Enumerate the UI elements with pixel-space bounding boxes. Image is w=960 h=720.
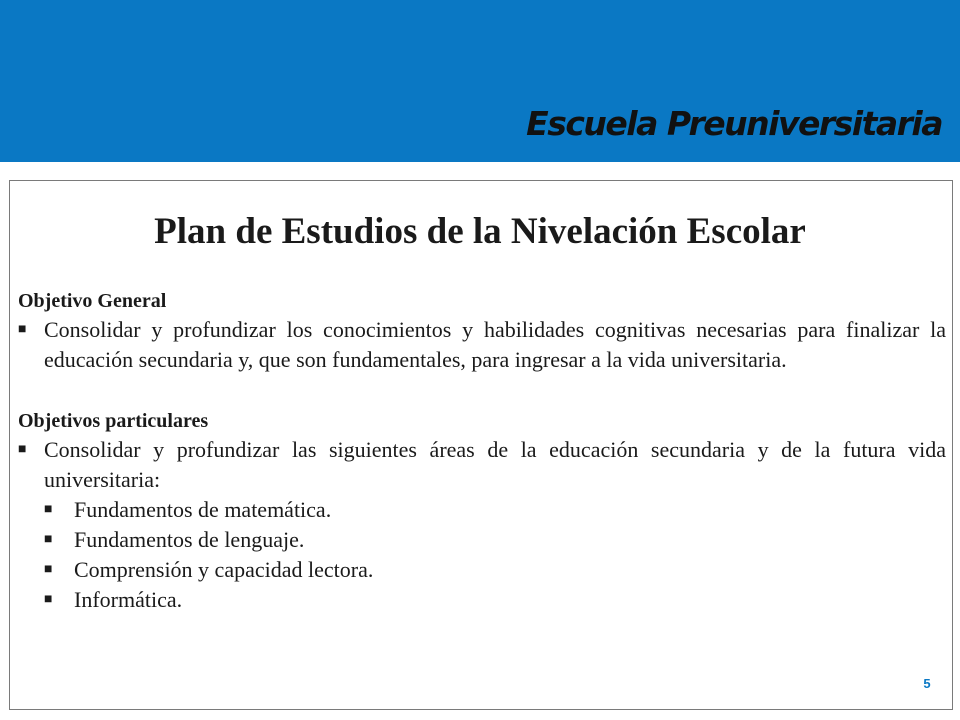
list-item bbox=[44, 585, 946, 615]
area-item-text: Comprensión y capacidad lectora. bbox=[74, 557, 374, 582]
particular-objectives-intro: Consolidar y profundizar las siguientes áreas de la educación secundaria y de la futura vida universitaria: bbox=[44, 437, 946, 492]
square-bullet-icon: ■ bbox=[18, 322, 27, 337]
list-item bbox=[44, 555, 946, 585]
school-name: Escuela Preuniversitaria bbox=[526, 104, 942, 143]
areas-list bbox=[18, 495, 946, 615]
square-bullet-icon: ■ bbox=[18, 442, 27, 457]
square-bullet-icon: ■ bbox=[44, 502, 53, 517]
list-item bbox=[44, 495, 946, 525]
list-item bbox=[44, 525, 946, 555]
particular-objectives-heading: Objetivos particulares bbox=[18, 410, 209, 432]
section-spacer bbox=[18, 375, 946, 405]
general-objective-bullet bbox=[18, 315, 946, 375]
particular-objectives-bullet bbox=[18, 435, 946, 495]
general-objective-text: Consolidar y profundizar los conocimientos y habilidades cognitivas necesarias para finalizar la educación secundaria y, que son fundamentales, para ingresar a la vida universitaria. bbox=[44, 317, 946, 372]
square-bullet-icon: ■ bbox=[44, 592, 53, 607]
square-bullet-icon: ■ bbox=[44, 532, 53, 547]
area-item-text: Fundamentos de lenguaje. bbox=[74, 527, 305, 552]
slide-body bbox=[18, 285, 946, 615]
general-objective-heading: Objetivo General bbox=[18, 290, 167, 312]
page-number: 5 bbox=[923, 676, 931, 691]
header-band bbox=[0, 0, 960, 162]
square-bullet-icon: ■ bbox=[44, 562, 53, 577]
slide-title: Plan de Estudios de la Nivelación Escolar bbox=[154, 211, 806, 252]
area-item-text: Informática. bbox=[74, 587, 183, 612]
area-item-text: Fundamentos de matemática. bbox=[74, 497, 332, 522]
